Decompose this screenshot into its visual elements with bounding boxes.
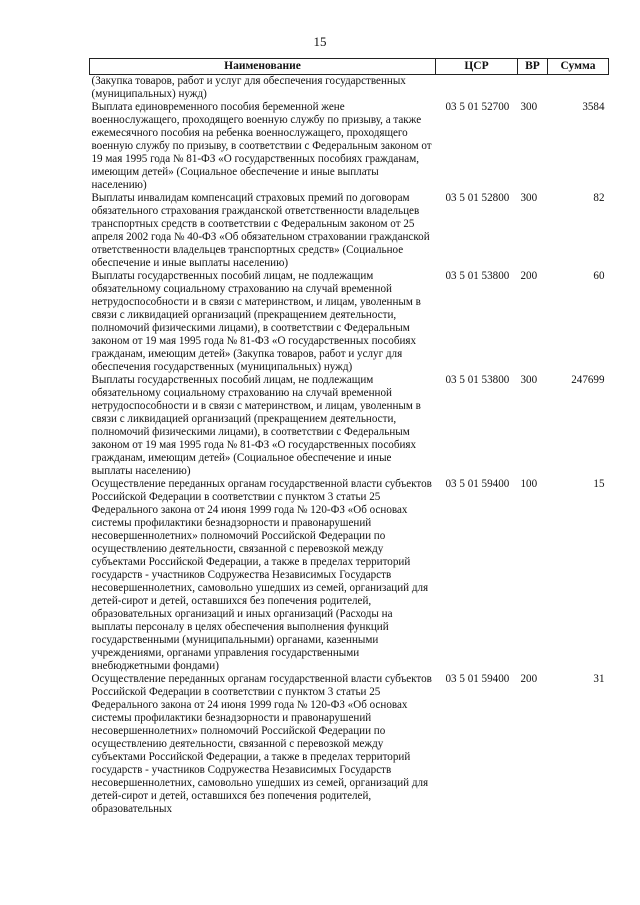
page-number: 15 — [313, 34, 327, 49]
row-csr: 03 5 01 59400 — [445, 673, 510, 685]
header-csr: ЦСР — [436, 59, 518, 75]
row-csr: 03 5 01 53800 — [445, 374, 510, 386]
row-vr: 200 — [520, 270, 538, 282]
table-row — [90, 673, 609, 816]
table-header-row — [90, 59, 609, 75]
row-sum: 247699 — [571, 374, 605, 386]
row-name: Осуществление переданных органам государственной власти субъектов Российской Федерации в соответствии с пунктом 3 статьи 25 Федерального закона от 24 июня 1999 года № 120-ФЗ «Об основах системы профилактики безнадзорности и правонарушений несовершеннолетних» полномочий Российской Федерации по осуществлению деятельности, связанной с перевозкой между субъектами Российской Федерации, а также в пределах территорий государств - участников Содружества Независимых Государств несовершеннолетних, самовольно ушедших из семей, организаций для детей-сирот и детей, оставшихся без попечения родителей, образовательных — [91, 673, 432, 815]
header-sum: Сумма — [548, 59, 609, 75]
row-sum: 82 — [593, 192, 605, 204]
table-row — [90, 374, 609, 478]
row-csr: 03 5 01 52700 — [445, 101, 510, 113]
row-sum: 3584 — [582, 101, 605, 113]
row-csr: 03 5 01 59400 — [445, 478, 510, 490]
table-row — [90, 478, 609, 673]
table-row — [90, 101, 609, 192]
row-vr: 200 — [520, 673, 538, 685]
header-name: Наименование — [90, 59, 436, 75]
budget-table — [89, 58, 609, 816]
row-name: Выплаты государственных пособий лицам, не подлежащим обязательному социальному страхованию на случай временной нетрудоспособности и в связи с материнством, и лицам, уволенным в связи с ликвидацией организаций (прекращением деятельности, полномочий физическими лицами), в соответствии с Федеральным законом от 19 мая 1995 года № 81-ФЗ «О государственных пособиях гражданам, имеющим детей» (Закупка товаров, работ и услуг для обеспечения государственных (муниципальных) нужд) — [91, 270, 421, 373]
row-vr — [518, 75, 548, 102]
row-name: (Закупка товаров, работ и услуг для обеспечения государственных (муниципальных) нужд) — [91, 75, 406, 100]
row-name: Выплата единовременного пособия беременной жене военнослужащего, проходящего военную службу по призыву, а также ежемесячного пособия на ребенка военнослужащего, проходящего военную службу по призыву, в соответствии с Федеральным законом от 19 мая 1995 года № 81-ФЗ «О государственных пособиях гражданам, имеющим детей» (Социальное обеспечение и иные выплаты населению) — [91, 101, 432, 191]
table-row — [90, 192, 609, 270]
row-sum: 15 — [593, 478, 605, 490]
row-vr: 100 — [520, 478, 538, 490]
header-vr: ВР — [518, 59, 548, 75]
row-csr: 03 5 01 53800 — [445, 270, 510, 282]
table-row — [90, 270, 609, 374]
row-vr: 300 — [520, 101, 538, 113]
row-csr: 03 5 01 52800 — [445, 192, 510, 204]
row-csr — [436, 75, 518, 102]
table-row — [90, 75, 609, 102]
row-vr: 300 — [520, 192, 538, 204]
row-name: Выплаты инвалидам компенсаций страховых премий по договорам обязательного страхования гражданской ответственности владельцев транспортных средств в соответствии с Федеральным законом от 25 апреля 2002 года № 40-ФЗ «Об обязательном страховании гражданской ответственности владельцев транспортных средств» (Социальное обеспечение и иные выплаты населению) — [91, 192, 430, 269]
row-vr: 300 — [520, 374, 538, 386]
row-sum — [548, 75, 609, 102]
row-sum: 60 — [593, 270, 605, 282]
row-sum: 31 — [593, 673, 605, 685]
row-name: Осуществление переданных органам государственной власти субъектов Российской Федерации в соответствии с пунктом 3 статьи 25 Федерального закона от 24 июня 1999 года № 120-ФЗ «Об основах системы профилактики безнадзорности и правонарушений несовершеннолетних» полномочий Российской Федерации по осуществлению деятельности, связанной с перевозкой между субъектами Российской Федерации, а также в пределах территорий государств - участников Содружества Независимых Государств несовершеннолетних, самовольно ушедших из семей, организаций для детей-сирот и детей, оставшихся без попечения родителей, образовательных организаций и иных организаций (Расходы на выплаты персоналу в целях обеспечения выполнения функций государственными (муниципальными) органами, казенными учреждениями, органами управления государственными внебюджетными фондами) — [91, 478, 432, 672]
row-name: Выплаты государственных пособий лицам, не подлежащим обязательному социальному страхованию на случай временной нетрудоспособности и в связи с материнством, и лицам, уволенным в связи с ликвидацией организаций (прекращением деятельности, полномочий физическими лицами), в соответствии с Федеральным законом от 19 мая 1995 года № 81-ФЗ «О государственных пособиях гражданам, имеющим детей» (Социальное обеспечение и иные выплаты населению) — [91, 374, 421, 477]
